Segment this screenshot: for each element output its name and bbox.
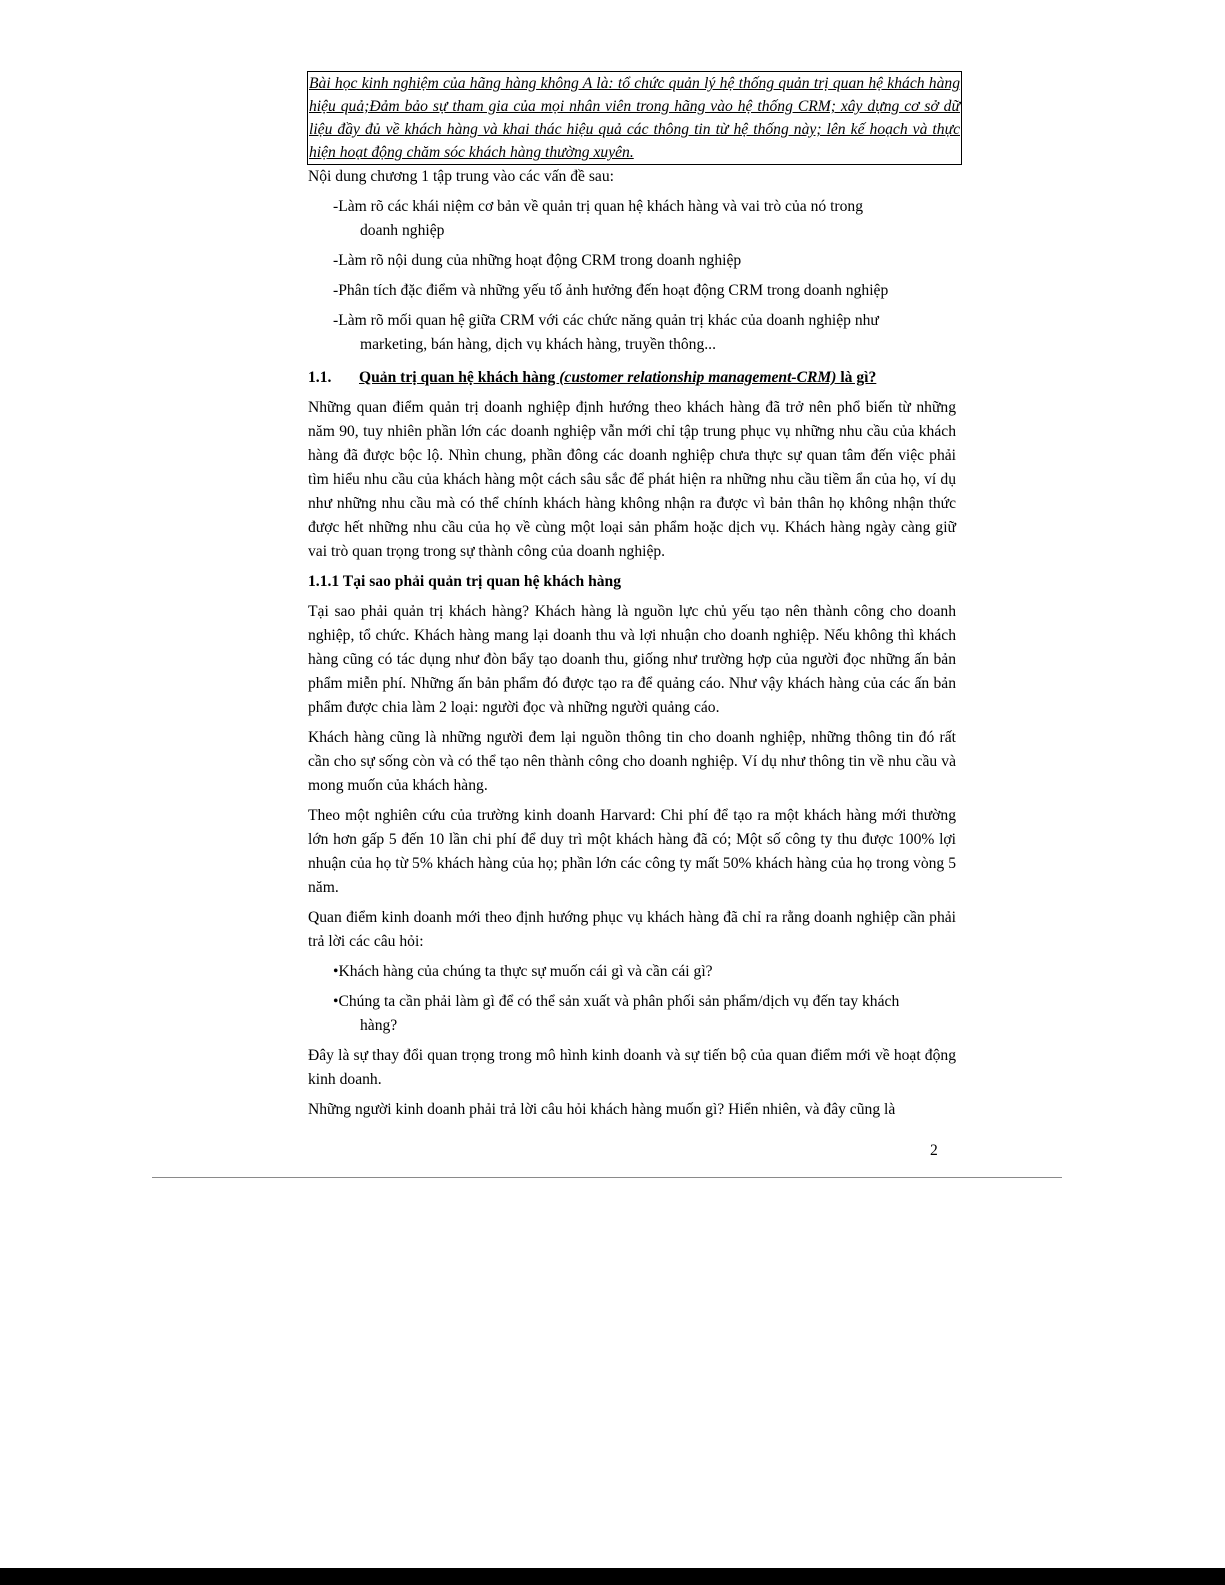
list-item — [333, 960, 934, 984]
page-number: 2 — [930, 1142, 938, 1159]
list-item-continuation: doanh nghiệp — [360, 222, 445, 239]
list-item-continuation: marketing, bán hàng, dịch vụ khách hàng, truyền thông... — [360, 336, 716, 353]
chapter-intro: Nội dung chương 1 tập trung vào các vấn đề sau: — [308, 168, 614, 185]
paragraph: Khách hàng cũng là những người đem lại nguồn thông tin cho doanh nghiệp, những thông tin đó rất cần cho sự sống còn và có thể tạo nên thành công cho doanh nghiệp. Ví dụ như thông tin về nhu cầu và mong muốn của khách hàng. — [308, 729, 956, 794]
list-item-continuation: hàng? — [360, 1017, 398, 1034]
section-title-italic: (customer relationship management-CRM) — [559, 369, 837, 386]
footer-divider — [152, 1177, 1062, 1178]
list-item-text: -Phân tích đặc điểm và những yếu tố ảnh hưởng đến hoạt động CRM trong doanh nghiệp — [333, 282, 889, 299]
paragraph: Quan điểm kinh doanh mới theo định hướng phục vụ khách hàng đã chỉ ra rằng doanh nghiệp cần phải trả lời các câu hỏi: — [308, 909, 956, 950]
lesson-box-text: Bài học kinh nghiệm của hãng hàng không A là: tổ chức quản lý hệ thống quản trị quan hệ khách hàng hiệu quả;Đảm bảo sự tham gia của mọi nhân viên trong hãng vào hệ thống CRM; xây dựng cơ sở dữ liệu đầy đủ về khách hàng và khai thác hiệu quả các thông tin từ hệ thống này; lên kế hoạch và thực hiện hoạt động chăm sóc khách hàng thường xuyên. — [309, 75, 960, 161]
paragraph: Những người kinh doanh phải trả lời câu hỏi khách hàng muốn gì? Hiển nhiên, và đây cũng là — [308, 1101, 896, 1118]
list-item-text: -Làm rõ nội dung của những hoạt động CRM trong doanh nghiệp — [333, 252, 742, 269]
list-item — [333, 279, 934, 303]
list-item — [333, 249, 934, 273]
page-content — [308, 71, 960, 1128]
section-heading-1-1-1: 1.1.1 Tại sao phải quản trị quan hệ khách hàng — [308, 573, 622, 590]
list-item-text: •Khách hàng của chúng ta thực sự muốn cái gì và cần cái gì? — [333, 963, 713, 980]
list-item — [333, 195, 934, 243]
section-heading-1-1 — [308, 366, 956, 390]
section-title — [359, 369, 876, 386]
list-item-text: •Chúng ta cần phải làm gì để có thể sản xuất và phân phối sản phẩm/dịch vụ đến tay khách — [333, 993, 900, 1010]
section-number: 1.1. — [308, 369, 332, 386]
paragraph: Những quan điểm quản trị doanh nghiệp định hướng theo khách hàng đã trở nên phổ biến từ những năm 90, tuy nhiên phần lớn các doanh nghiệp vẫn mới chỉ tập trung phục vụ những nhu cầu của khách hàng đã được bộc lộ. Nhìn chung, phần đông các doanh nghiệp chưa thực sự quan tâm đến việc phải tìm hiểu nhu cầu của khách hàng một cách sâu sắc để phát hiện ra những nhu cầu tiềm ẩn của họ, ví dụ như những nhu cầu mà có thể chính khách hàng không nhận ra được vì bản thân họ không nhận thức được hết những nhu cầu của họ về cùng một loại sản phẩm hoặc dịch vụ. Khách hàng ngày càng giữ vai trò quan trọng trong sự thành công của doanh nghiệp. — [308, 399, 956, 560]
paragraph: Tại sao phải quản trị khách hàng? Khách hàng là nguồn lực chủ yếu tạo nên thành công cho doanh nghiệp, tổ chức. Khách hàng mang lại doanh thu và lợi nhuận cho doanh nghiệp. Nếu không thì khách hàng cũng có tác dụng như đòn bẩy tạo doanh thu, giống như trường hợp của người đọc những ấn bản phẩm miễn phí. Những ấn bản phẩm đó được tạo ra để quảng cáo. Như vậy khách hàng của các ấn bản phẩm được chia làm 2 loại: người đọc và những người quảng cáo. — [308, 603, 956, 716]
lesson-box — [307, 71, 962, 165]
section-title-part: Quản trị quan hệ khách hàng — [359, 369, 560, 386]
paragraph: Theo một nghiên cứu của trường kinh doanh Harvard: Chi phí để tạo ra một khách hàng mới thường lớn hơn gấp 5 đến 10 lần chi phí để duy trì một khách hàng đã có; Một số công ty thu được 100% lợi nhuận của họ từ 5% khách hàng của họ; phần lớn các công ty mất 50% khách hàng của họ trong vòng 5 năm. — [308, 807, 956, 896]
paragraph: Đây là sự thay đổi quan trọng trong mô hình kinh doanh và sự tiến bộ của quan điểm mới về hoạt động kinh doanh. — [308, 1047, 956, 1088]
list-item-text: -Làm rõ các khái niệm cơ bản về quản trị quan hệ khách hàng và vai trò của nó trong — [333, 198, 864, 215]
list-item-text: -Làm rõ mối quan hệ giữa CRM với các chức năng quản trị khác của doanh nghiệp như — [333, 312, 879, 329]
bottom-border — [0, 1568, 1225, 1585]
list-item — [333, 990, 934, 1038]
section-title-part: là gì? — [836, 369, 877, 386]
list-item — [333, 309, 934, 357]
